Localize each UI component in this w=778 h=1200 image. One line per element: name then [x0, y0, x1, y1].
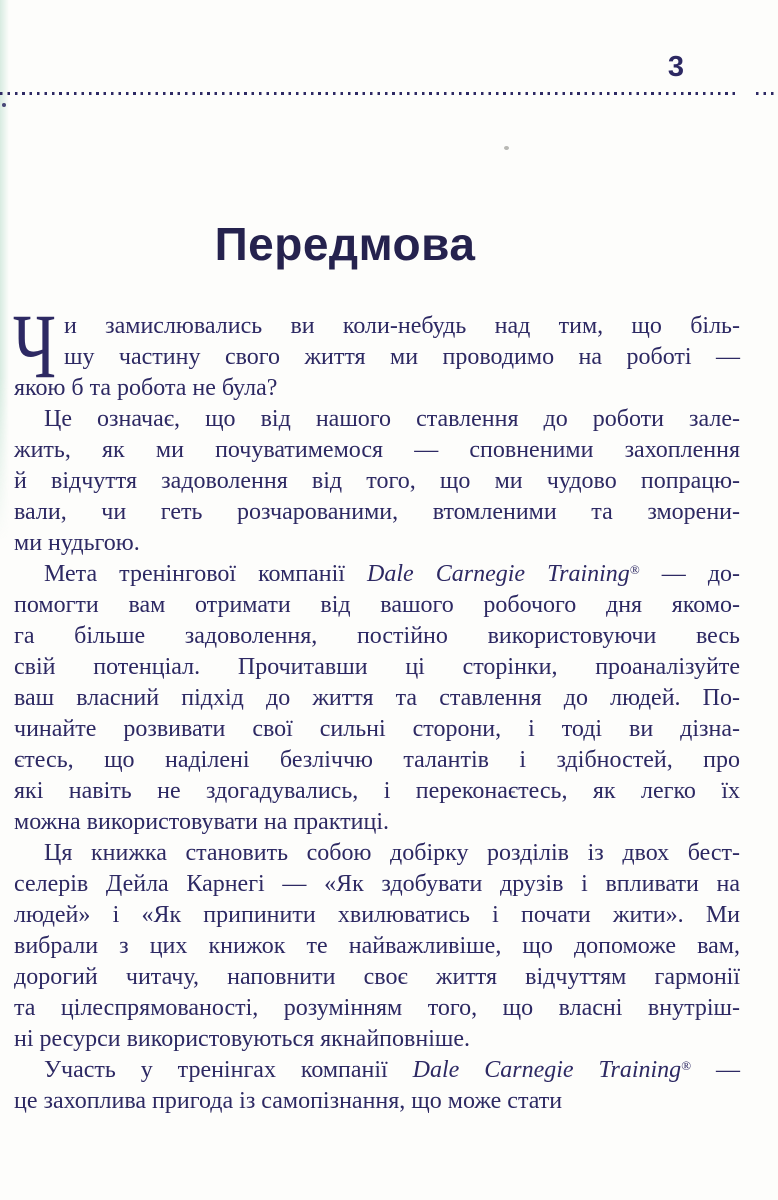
text-line: га більше задоволення, постійно використовуючи весь [14, 623, 740, 649]
text-line: людей» і «Як припинити хвилюватись і почати жити». Ми [14, 902, 740, 928]
text-line: селерів Дейла Карнегі — «Як здобувати друзів і впливати на [14, 871, 740, 897]
text-line: ваш власний підхід до життя та ставлення до людей. По- [14, 685, 740, 711]
text-line: це захоплива пригода із самопізнання, що може стати [14, 1088, 563, 1114]
text-line: Участь у тренінгах компанії Dale Carnegie Training® — [44, 1057, 741, 1083]
brand-name-italic: Dale Carnegie Training [367, 561, 630, 587]
text-line: якою б та робота не була? [14, 375, 278, 401]
registered-trademark: ® [681, 1058, 692, 1073]
text-line: чинайте розвивати свої сильні сторони, і тоді ви дізна- [14, 716, 740, 742]
page-number: 3 [667, 51, 685, 83]
scan-speck [504, 146, 509, 150]
dotted-rule-end-segment [756, 92, 778, 95]
page-edge-scan-tint [0, 0, 9, 540]
dotted-rule [0, 92, 778, 95]
text-line: які навіть не здогадувались, і переконаєтесь, як легко їх [14, 778, 740, 804]
text-line: й відчуття задоволення від того, що ми чудово попрацю- [14, 468, 740, 494]
scan-speck [2, 103, 6, 107]
text-line: и замислювались ви коли-небудь над тим, що біль- [64, 313, 740, 339]
text-line: вали, чи геть розчарованими, втомленими та зморени- [14, 499, 740, 525]
drop-cap: Ч [13, 295, 57, 397]
body-text [13, 295, 741, 1117]
text-line: жить, як ми почуватимемося — сповненими захоплення [14, 437, 740, 463]
paragraph [14, 404, 740, 559]
text-line: помогти вам отримати від вашого робочого дня якомо- [14, 592, 740, 618]
text-line: Мета тренінгової компанії Dale Carnegie Training® — до- [44, 561, 741, 587]
paragraph [14, 1055, 740, 1117]
text-line: Це означає, що від нашого ставлення до роботи зале- [44, 406, 740, 432]
text-line: можна використовувати на практиці. [14, 809, 390, 835]
registered-trademark: ® [629, 562, 640, 577]
dotted-rule-main-segment [0, 92, 736, 95]
text-line: шу частину свого життя ми проводимо на роботі — [64, 344, 740, 370]
text-line: ми нудьгою. [14, 530, 140, 556]
text-line: вибрали з цих книжок те найважливіше, що допоможе вам, [14, 933, 740, 959]
text-line: свій потенціал. Прочитавши ці сторінки, проаналізуйте [14, 654, 740, 680]
text-line: дорогий читачу, наповнити своє життя відчуттям гармонії [14, 964, 740, 990]
paragraph [14, 559, 740, 838]
brand-name-italic: Dale Carnegie Training [412, 1057, 682, 1083]
dotted-rule-gap [736, 92, 756, 95]
text-line: Ця книжка становить собою добірку розділів із двох бест- [44, 840, 740, 866]
paragraph [13, 295, 740, 404]
text-line: ні ресурси використовуються якнайповніше. [14, 1026, 470, 1052]
paragraph [14, 838, 740, 1055]
text-line: єтесь, що наділені безліччю талантів і здібностей, про [14, 747, 740, 773]
chapter-title: Передмова [214, 218, 476, 270]
text-line: та цілеспрямованості, розумінням того, що власні внутріш- [14, 995, 740, 1021]
